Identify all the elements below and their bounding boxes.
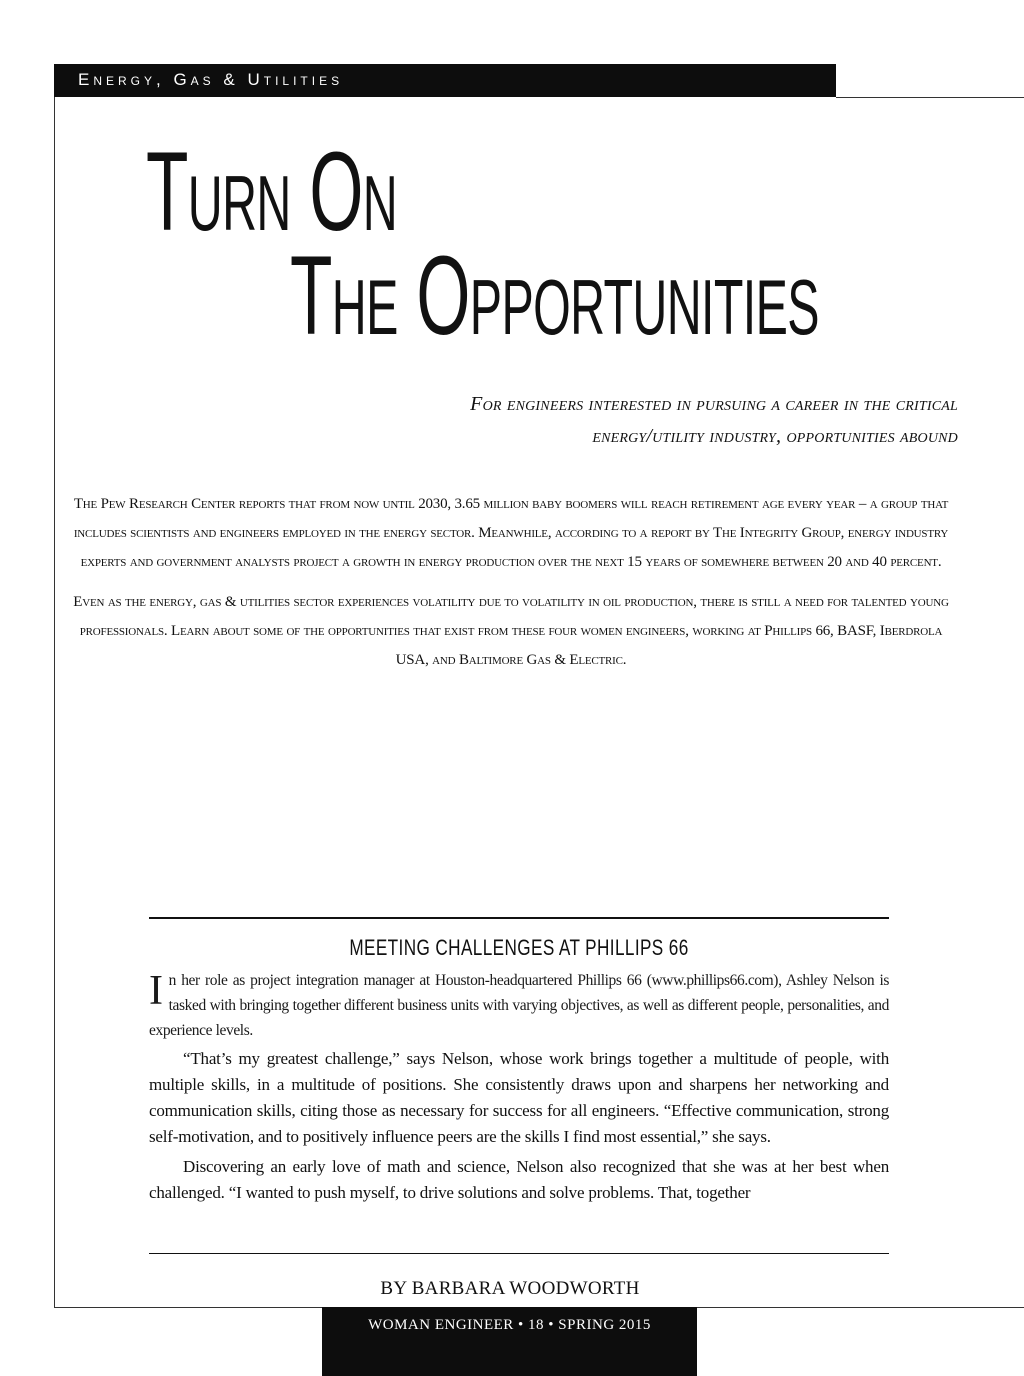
page-frame-top-right [836, 97, 1024, 98]
story-lead-text: n her role as project integration manager at Houston-headquartered Phillips 66 (www.phillips66.com), Ashley Nelson is tasked with bringing together different business units with varying objectives, as well as different people, personalities, and experience levels. [149, 972, 889, 1039]
folio-text: WOMAN ENGINEER • 18 • SPRING 2015 [368, 1317, 651, 1333]
page-frame-left [54, 64, 55, 1308]
story-paragraph-1: “That’s my greatest challenge,” says Nelson, whose work brings together a multitude of people, with multiple skills, in a multitude of positions. She consistently draws upon and sharpens her networking and communication skills, citing those as necessary for success for all engineers. “Effective communication, strong self-motivation, and to positively influence peers are the skills I find most essential,” she says. [149, 1049, 889, 1146]
story-heading: MEETING CHALLENGES AT PHILLIPS 66 [349, 935, 689, 960]
page-frame-bottom-right [697, 1307, 1024, 1308]
subtitle-line-2: energy/utility industry, opportunities abound [592, 425, 958, 447]
section-header-bar [54, 64, 836, 97]
story-lead-paragraph [149, 968, 889, 1043]
subtitle-line-1: For engineers interested in pursuing a career in the critical [470, 393, 958, 415]
article-title-line-2: The Opportunities [290, 233, 819, 358]
story-paragraph-2: Discovering an early love of math and science, Nelson also recognized that she was at her best when challenged. “I wanted to push myself, to drive solutions and solve problems. That, together [149, 1157, 889, 1202]
intro-paragraph-1: The Pew Research Center reports that from now until 2030, 3.65 million baby boomers will reach retirement age every year – a group that includes scientists and engineers employed in the energy sector. Meanwhile, according to a report by The Integrity Group, energy industry experts and government analysts project a growth in energy production over the next 15 years of somewhere between 20 and 40 percent. [73, 496, 949, 570]
story-body [149, 1046, 889, 1210]
section-label: Energy, Gas & Utilities [78, 70, 344, 89]
story-bottom-rule [149, 1253, 889, 1254]
story-top-rule [149, 917, 889, 919]
drop-cap: I [149, 968, 163, 1014]
folio-bar [322, 1307, 697, 1376]
article-subtitle [198, 388, 958, 452]
byline: BY BARBARA WOODWORTH [380, 1278, 640, 1299]
page-frame-bottom [54, 1307, 324, 1308]
article-intro [62, 490, 960, 686]
article-title-line-1: Turn On [146, 129, 398, 254]
intro-paragraph-2: Even as the energy, gas & utilities sector experiences volatility due to volatility in oil production, there is still a need for talented young professionals. Learn about some of the opportunities that exist from these four women engineers, working at Phillips 66, BASF, Iberdrola USA, and Baltimore Gas & Electric. [73, 594, 949, 668]
